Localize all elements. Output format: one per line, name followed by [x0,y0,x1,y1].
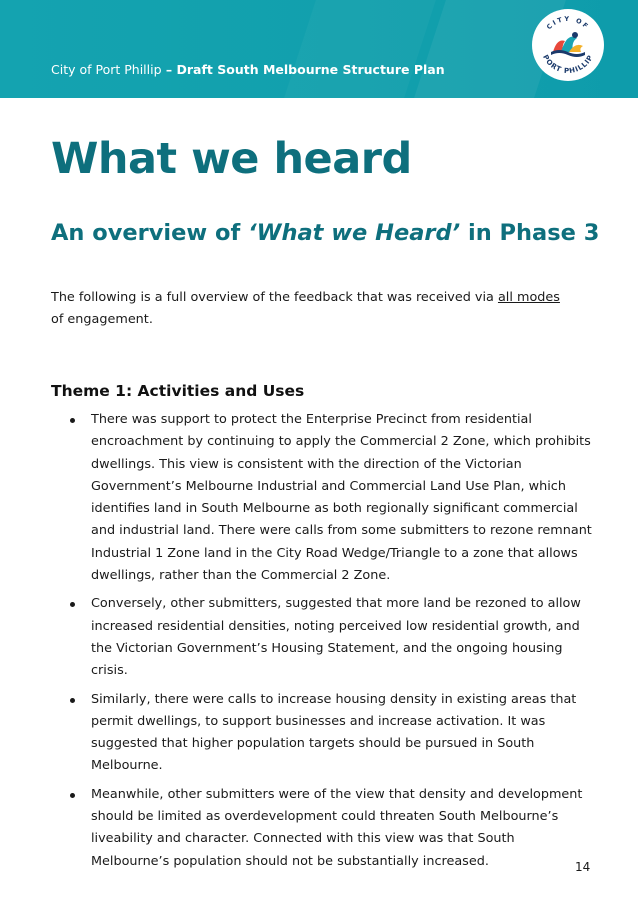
logo-bottom-text: PORT PHILLIP [541,53,595,76]
header-org-name: City of Port Phillip [51,62,162,77]
header-decorative-stripe [284,0,436,98]
intro-text-end: of engagement. [51,312,153,327]
bullet-text: There was support to protect the Enterprise Precinct from residential encroachment by continuing to apply the Commercial 2 Zone, which prohibits dwellings. This view is consistent with the direction of the Victorian Government’s Melbourne Industrial and Commercial Land Use Plan, which identifies land in South Melbourne as both regionally significant commercial and industrial land. There were calls from some submitters to rezone remnant Industrial 1 Zone land in the City Road Wedge/Triangle to a zone that allows dwellings, rather than the Commercial 2 Zone. [91,412,592,584]
list-item [51,689,596,778]
header-separator: – [161,62,177,77]
list-item [51,593,596,682]
page-number: 14 [575,860,591,874]
subtitle-emphasis: ‘What we Heard’ [248,220,461,246]
all-modes-link[interactable]: all modes [497,290,560,305]
bullet-dot-icon [70,602,75,607]
bullet-dot-icon [70,793,75,798]
list-item [51,784,596,873]
header-document-title [51,62,445,77]
bullet-text: Meanwhile, other submitters were of the view that density and development should be limited as overdevelopment could threaten South Melbourne’s liveability and character. Connected with this view was that South Melbourne’s population should not be substantially increased. [91,786,583,869]
bullet-dot-icon [70,418,75,423]
bullet-text: Similarly, there were calls to increase housing density in existing areas that permit dwellings, to support businesses and increase activation. It was suggested that higher population targets should be pursued in South Melbourne. [91,691,577,774]
section-subtitle [51,216,611,250]
city-of-port-phillip-logo [531,8,605,82]
list-item [51,409,596,587]
intro-text-start: The following is a full overview of the feedback that was received via [51,290,498,305]
logo-top-text: CITY OF [545,14,591,32]
page-title: What we heard [51,134,412,184]
bullet-text: Conversely, other submitters, suggested that more land be rezoned to allow increased residential densities, noting perceived low residential growth, and the Victorian Government’s Housing Statement, and the ongoing housing crisis. [91,596,581,679]
feedback-bullet-list [51,409,596,879]
intro-paragraph [51,287,571,331]
subtitle-prefix: An overview of [51,220,249,246]
bullet-dot-icon [70,698,75,703]
subtitle-suffix: in Phase 3 [460,220,600,246]
header-plan-title: Draft South Melbourne Structure Plan [176,62,445,77]
theme-heading: Theme 1: Activities and Uses [51,382,305,400]
page-header-banner [0,0,638,98]
